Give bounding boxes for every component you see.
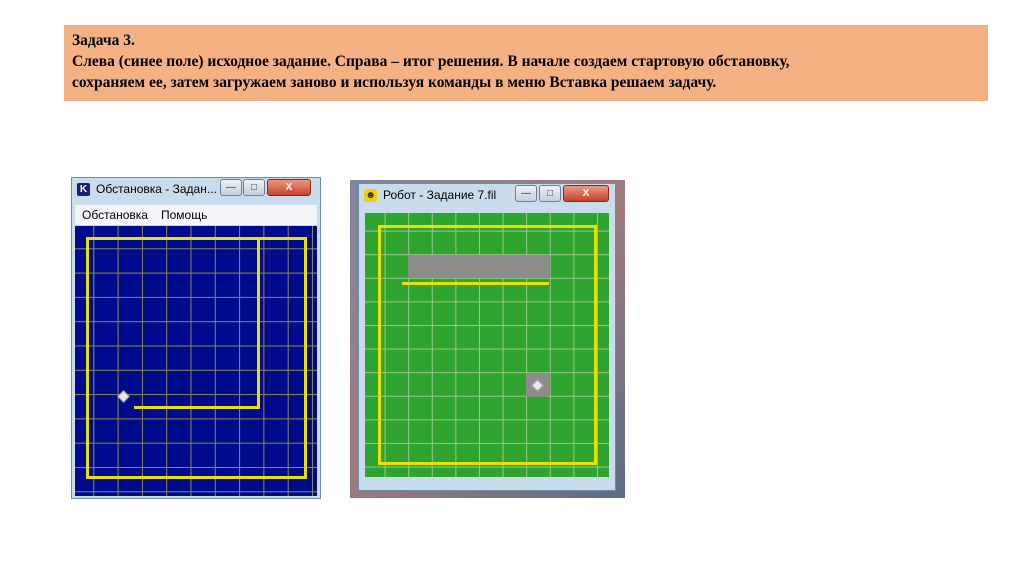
minimize-button[interactable]: — xyxy=(515,185,537,202)
menu-help[interactable]: Помощь xyxy=(161,208,208,222)
task-text-line-2: сохраняем ее, затем загружаем заново и используя команды в меню Вставка решаем задачу. xyxy=(72,74,717,91)
close-button[interactable]: X xyxy=(267,179,311,196)
close-button[interactable]: X xyxy=(563,185,609,202)
robot-field-green[interactable] xyxy=(365,213,609,477)
robot-field-blue[interactable] xyxy=(75,226,317,496)
menu-obstanovka[interactable]: Обстановка xyxy=(82,208,148,222)
robot-window-background xyxy=(350,180,625,498)
app-k-icon: K xyxy=(77,183,90,196)
robot-window xyxy=(358,183,616,491)
robot-face-icon: ☻ xyxy=(365,190,376,201)
task-text-line-1: Слева (синее поле) исходное задание. Справа – итог решения. В начале создаем стартовую обстановку, xyxy=(72,53,790,70)
title-bar[interactable] xyxy=(359,184,615,208)
window-title: Робот - Задание 7.fil xyxy=(383,188,497,202)
inner-wall-top xyxy=(402,225,549,285)
window-title: Обстановка - Задан... xyxy=(96,182,217,196)
menu-bar xyxy=(75,205,317,226)
task-title: Задача 3. xyxy=(72,32,135,49)
title-bar[interactable] xyxy=(72,178,320,202)
maximize-button[interactable]: □ xyxy=(539,185,561,202)
maximize-button[interactable]: □ xyxy=(243,179,265,196)
inner-wall xyxy=(134,237,260,409)
obstanovka-window xyxy=(71,177,321,499)
minimize-button[interactable]: — xyxy=(220,179,242,196)
task-description xyxy=(64,25,988,101)
